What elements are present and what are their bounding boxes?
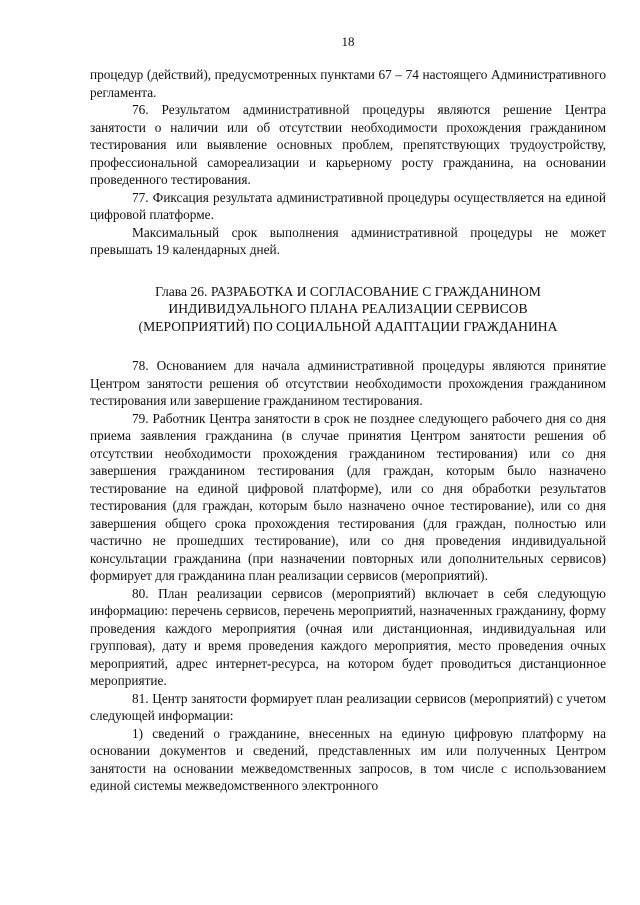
paragraph-76: 76. Результатом административной процедуры являются решение Центра занятости о наличии или об отсутствии необходимости прохождения гражданином тестирования или выявление основных проблем, препятствующих трудоустройству, профессиональной самореализации и карьерному росту гражданина, на основании проведенного тестирования. bbox=[90, 102, 606, 187]
page-number: 18 bbox=[341, 34, 355, 49]
chapter-title bbox=[90, 283, 606, 336]
chapter-title-line-2: ИНДИВИДУАЛЬНОГО ПЛАНА РЕАЛИЗАЦИИ СЕРВИСОВ bbox=[168, 301, 528, 316]
paragraph-79: 79. Работник Центра занятости в срок не позднее следующего рабочего дня со дня приема заявления гражданина (в случае принятия Центром занятости решения об отсутствии необходимости прохождения гражданином тестирования) или со дня завершения гражданином тестирования (для граждан, которым было назначено тестирование на единой цифровой платформе), или со дня обработки результатов тестирования (для граждан, которым было назначено очное тестирование), или со дня завершения общего срока прохождения тестирования (для граждан, полностью или частично не прошедших тестирование), или со дня проведения индивидуальной консультации гражданина (при назначении повторных или дополнительных сервисов) формирует для гражданина план реализации сервисов (мероприятий). bbox=[90, 410, 606, 583]
paragraph-81-item-1: 1) сведений о гражданине, внесенных на единую цифровую платформу на основании документов и сведений, представленных им или полученных Центром занятости на основании межведомственных запросов, в том числе с использованием единой системы межведомственного электронного bbox=[90, 725, 606, 793]
paragraph-77: 77. Фиксация результата административной процедуры осуществляется на единой цифровой платформе. bbox=[90, 189, 606, 222]
paragraph-81: 81. Центр занятости формирует план реализации сервисов (мероприятий) с учетом следующей информации: bbox=[90, 690, 606, 723]
paragraph-78: 78. Основанием для начала административной процедуры являются принятие Центром занятости решения об отсутствии необходимости прохождения гражданином тестирования или завершение гражданином тестирования. bbox=[90, 358, 606, 408]
paragraph-continuation: процедур (действий), предусмотренных пунктами 67 – 74 настоящего Административного регламента. bbox=[90, 67, 606, 100]
document-body-top bbox=[90, 66, 606, 259]
chapter-title-line-3: (МЕРОПРИЯТИЙ) ПО СОЦИАЛЬНОЙ АДАПТАЦИИ ГРАЖДАНИНА bbox=[138, 318, 558, 334]
chapter-title-line-1: Глава 26. РАЗРАБОТКА И СОГЛАСОВАНИЕ С ГРАЖДАНИНОМ bbox=[155, 283, 541, 299]
paragraph-80: 80. План реализации сервисов (мероприятий) включает в себя следующую информацию: перечень сервисов, перечень мероприятий, назначенных гражданину, форму проведения каждого мероприятия (очная или дистанционная, индивидуальная или групповая), дату и время проведения каждого мероприятия, место проведения очных мероприятий, адрес интернет-ресурса, на котором будет проводиться дистанционное мероприятие. bbox=[90, 585, 606, 688]
document-body-bottom bbox=[90, 357, 606, 795]
paragraph-max-term: Максимальный срок выполнения административной процедуры не может превышать 19 календарных дней. bbox=[90, 224, 606, 257]
